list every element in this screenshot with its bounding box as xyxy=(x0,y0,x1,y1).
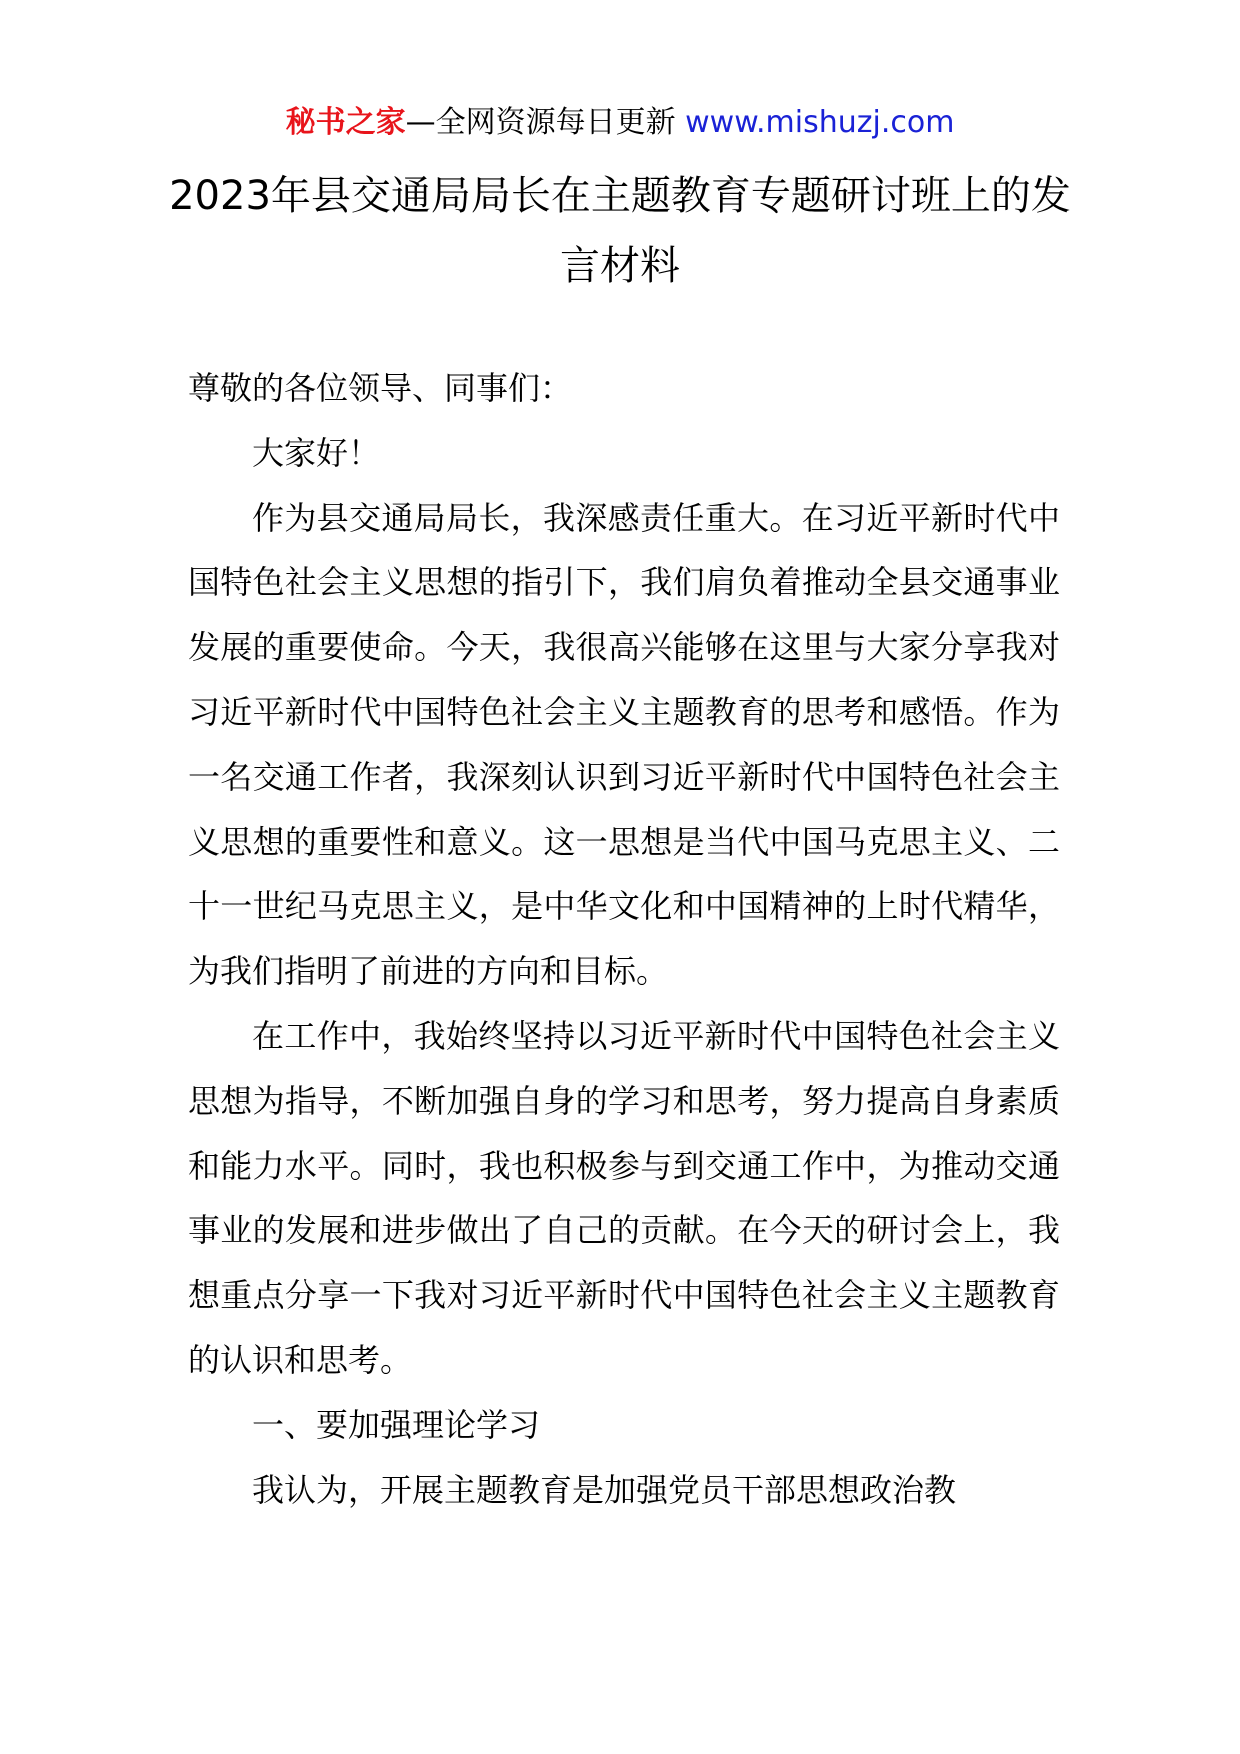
salutation: 尊敬的各位领导、同事们： xyxy=(188,369,573,407)
brand-name: 秘书之家 xyxy=(285,105,406,140)
site-header xyxy=(0,101,1240,145)
greeting: 大家好！ xyxy=(252,433,381,472)
body-paragraph: 在工作中，我始终坚持以习近平新时代中国特色社会主义思想为指导，不断加强自身的学习和思考，努力提高自身素质和能力水平。同时，我也积极参与到交通工作中，为推动交通事业的发展和进步做出了自己的贡献。在今天的研讨会上，我想重点分享一下我对习近平新时代中国特色社会主义主题教育的认识和思考。 xyxy=(188,1016,1060,1379)
section-heading: 一、要加强理论学习 xyxy=(252,1405,541,1444)
body-paragraph: 作为县交通局局长，我深感责任重大。在习近平新时代中国特色社会主义思想的指引下，我们肩负着推动全县交通事业发展的重要使命。今天，我很高兴能够在这里与大家分享我对习近平新时代中国特色社会主义主题教育的思考和感悟。作为一名交通工作者，我深刻认识到习近平新时代中国特色社会主义思想的重要性和意义。这一思想是当代中国马克思主义、二十一世纪马克思主义，是中华文化和中国精神的上时代精华，为我们指明了前进的方向和目标。 xyxy=(188,498,1060,991)
header-tagline: —全网资源每日更新 xyxy=(405,105,676,140)
site-url-link[interactable]: www.mishuzj.com xyxy=(685,105,955,140)
document-body xyxy=(188,356,1060,1522)
body-paragraph: 我认为，开展主题教育是加强党员干部思想政治教 xyxy=(252,1470,957,1509)
document-title: 2023年县交通局局长在主题教育专题研讨班上的发言材料 xyxy=(169,173,1071,289)
